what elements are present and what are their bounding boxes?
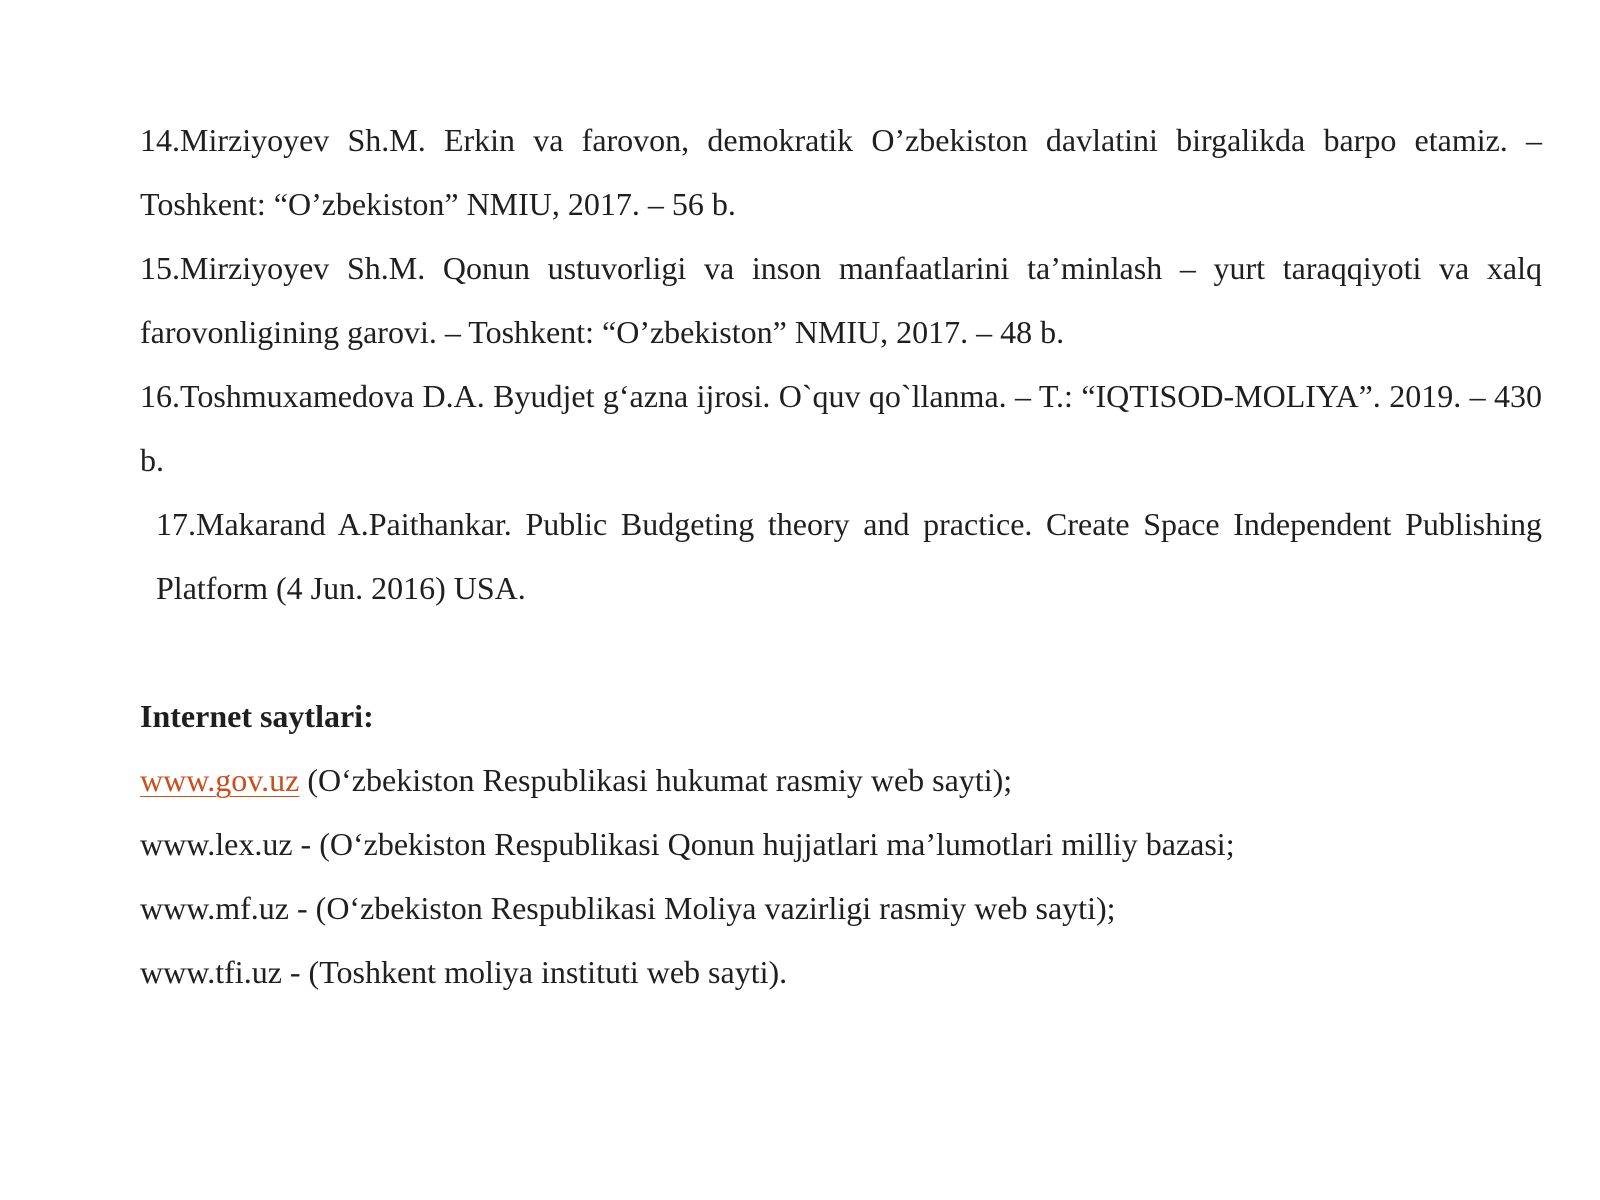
reference-text: Makarand A.Paithankar. Public Budgeting theory and practice. Create Space Independent Publishing Platform (4 Jun. 2016) USA. [156,506,1542,606]
reference-text: Mirziyoyev Sh.M. Erkin va farovon, demokratik O’zbekiston davlatini birgalikda barpo etamiz. – Toshkent: “O’zbekiston” NMIU, 2017. – 56 b. [140,122,1542,222]
gov-link[interactable]: www.gov.uz [140,762,300,798]
site-description: - (O‘zbekiston Respublikasi Moliya vazirligi rasmiy web sayti); [289,890,1116,926]
reference-text: Mirziyoyev Sh.M. Qonun ustuvorligi va inson manfaatlarini ta’minlash – yurt taraqqiyoti va xalq farovonligining garovi. – Toshkent: “O’zbekiston” NMIU, 2017. – 48 b. [140,250,1542,350]
reference-number: 16. [140,378,180,414]
site-url: www.mf.uz [140,890,289,926]
site-description: - (Toshkent moliya instituti web sayti). [281,954,788,990]
site-gov [140,748,1542,812]
site-tfi [140,940,1542,1004]
reference-item-17 [140,492,1542,620]
reference-text: Toshmuxamedova D.A. Byudjet g‘azna ijrosi. O`quv qo`llanma. – T.: “IQTISOD-MOLIYA”. 2019. – 430 b. [140,378,1542,478]
reference-number: 17. [156,506,196,542]
reference-item-15 [140,236,1542,364]
site-lex [140,812,1542,876]
reference-number: 14. [140,122,180,158]
reference-number: 15. [140,250,180,286]
site-description: - (O‘zbekiston Respublikasi Qonun hujjatlari ma’lumotlari milliy bazasi; [292,826,1235,862]
reference-item-16 [140,364,1542,492]
site-url: www.tfi.uz [140,954,282,990]
site-mf [140,876,1542,940]
site-url: www.lex.uz [140,826,293,862]
site-description: (O‘zbekiston Respublikasi hukumat rasmiy web sayti); [299,762,1013,798]
reference-item-14 [140,108,1542,236]
document-body [140,108,1542,1004]
internet-sites-heading: Internet saytlari: [140,698,374,734]
section-spacer [140,620,1542,684]
